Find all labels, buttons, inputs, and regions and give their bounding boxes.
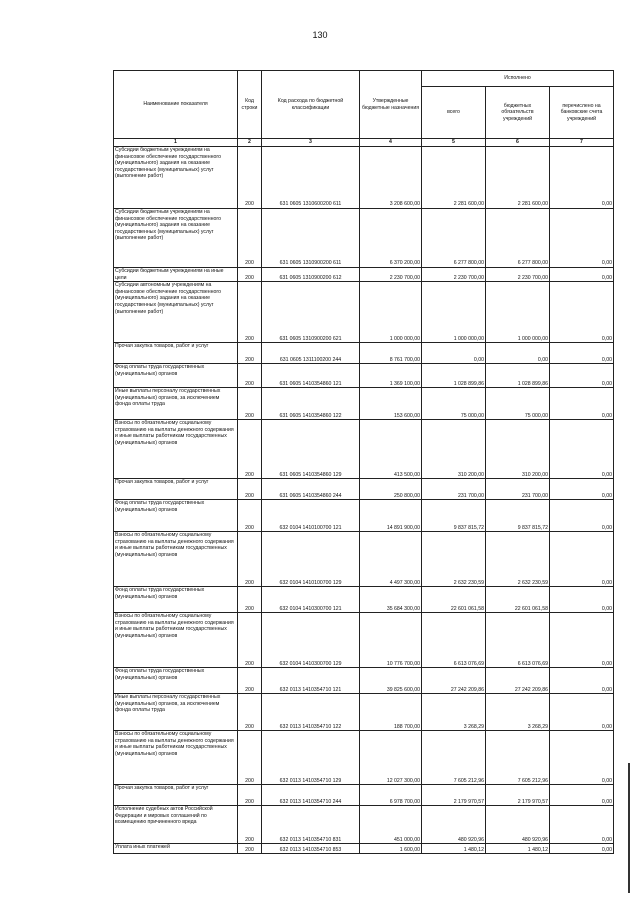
row-transfers: 0,00 [550,343,614,364]
row-code: 200 [238,587,262,613]
table-row [114,388,614,420]
row-name: Взносы по обязательному социальному страхованию на выплаты денежного содержания и иные выплаты работникам государственных (муниципальных) органов [114,731,238,785]
row-obligations: 22 601 061,58 [486,587,550,613]
row-name: Фонд оплаты труда государственных (муниципальных) органов [114,668,238,694]
row-class-code: 632 0104 1410300700 129 [262,613,360,668]
row-name: Субсидии бюджетным учреждениям на финансовое обеспечение государственного (муниципального) задания на оказание государственных (муниципальных) услуг (выполнение работ) [114,209,238,268]
row-name: Субсидии бюджетным учреждениям на иные цели [114,268,238,282]
col-number: 4 [360,139,422,147]
row-code: 200 [238,694,262,731]
row-transfers: 0,00 [550,532,614,587]
row-name: Исполнение судебных актов Российской Федерации и мировых соглашений по возмещению причиненного вреда [114,806,238,844]
row-transfers: 0,00 [550,479,614,500]
row-code: 200 [238,343,262,364]
row-approved: 451 000,00 [360,806,422,844]
row-obligations: 310 200,00 [486,420,550,479]
row-obligations: 9 837 815,72 [486,500,550,532]
row-transfers: 0,00 [550,668,614,694]
row-name: Прочая закупка товаров, работ и услуг [114,479,238,500]
row-approved: 12 027 300,00 [360,731,422,785]
row-name: Взносы по обязательному социальному страхованию на выплаты денежного содержания и иные выплаты работникам государственных (муниципальных) органов [114,613,238,668]
header-class-code: Код расхода по бюджетной классификации [262,71,360,139]
row-obligations: 6 613 076,69 [486,613,550,668]
table-row [114,785,614,806]
row-total: 2 281 600,00 [422,147,486,209]
row-code: 200 [238,479,262,500]
row-name: Прочая закупка товаров, работ и услуг [114,785,238,806]
row-name: Иные выплаты персоналу государственных (муниципальных) органов, за исключением фонда оплаты труда [114,388,238,420]
row-total: 2 179 970,57 [422,785,486,806]
row-code: 200 [238,388,262,420]
row-class-code: 631 0605 1410354860 244 [262,479,360,500]
row-total: 27 242 209,86 [422,668,486,694]
table-row [114,343,614,364]
row-class-code: 632 0104 1410100700 129 [262,532,360,587]
row-transfers: 0,00 [550,268,614,282]
row-approved: 3 208 600,00 [360,147,422,209]
header-total: всего [422,87,486,139]
row-approved: 2 230 700,00 [360,268,422,282]
row-code: 200 [238,532,262,587]
row-code: 200 [238,613,262,668]
row-transfers: 0,00 [550,844,614,854]
row-obligations: 2 230 700,00 [486,268,550,282]
row-obligations: 0,00 [486,343,550,364]
row-class-code: 631 0605 1410354860 121 [262,364,360,388]
row-class-code: 632 0104 1410100700 121 [262,500,360,532]
row-name: Субсидии бюджетным учреждениям на финансовое обеспечение государственного (муниципального) задания на оказание государственных (муниципальных) услуг (выполнение работ) [114,147,238,209]
row-code: 200 [238,844,262,854]
table-row [114,268,614,282]
table-row [114,731,614,785]
table-row [114,282,614,343]
table-row [114,587,614,613]
row-total: 6 277 800,00 [422,209,486,268]
header-approved: Утвержденные бюджетные назначения [360,71,422,139]
row-transfers: 0,00 [550,694,614,731]
row-class-code: 631 0605 1410354860 129 [262,420,360,479]
row-code: 200 [238,806,262,844]
row-class-code: 631 0605 1310900200 612 [262,268,360,282]
row-total: 1 028 899,86 [422,364,486,388]
row-name: Фонд оплаты труда государственных (муниципальных) органов [114,500,238,532]
row-total: 9 837 815,72 [422,500,486,532]
row-class-code: 631 0605 1310900200 611 [262,209,360,268]
row-class-code: 632 0113 1410354710 244 [262,785,360,806]
row-transfers: 0,00 [550,500,614,532]
row-code: 200 [238,420,262,479]
row-transfers: 0,00 [550,806,614,844]
col-number: 5 [422,139,486,147]
table-row [114,364,614,388]
row-name: Уплата иных платежей [114,844,238,854]
row-approved: 1 600,00 [360,844,422,854]
row-code: 200 [238,268,262,282]
row-approved: 1 369 100,00 [360,364,422,388]
table-row [114,806,614,844]
row-class-code: 632 0113 1410354710 121 [262,668,360,694]
row-class-code: 631 0605 1310900200 621 [262,282,360,343]
table-row [114,209,614,268]
row-class-code: 632 0113 1410354710 831 [262,806,360,844]
row-transfers: 0,00 [550,420,614,479]
table-row [114,668,614,694]
row-total: 0,00 [422,343,486,364]
table-row [114,694,614,731]
col-number: 7 [550,139,614,147]
col-number: 1 [114,139,238,147]
table-row [114,500,614,532]
row-approved: 4 497 300,00 [360,532,422,587]
row-total: 7 605 212,96 [422,731,486,785]
row-code: 200 [238,731,262,785]
header-obligations: бюджетных обязательств учреждений [486,87,550,139]
row-obligations: 6 277 800,00 [486,209,550,268]
row-approved: 35 684 300,00 [360,587,422,613]
row-class-code: 631 0605 1311100200 244 [262,343,360,364]
row-name: Прочая закупка товаров, работ и услуг [114,343,238,364]
row-approved: 6 370 200,00 [360,209,422,268]
table-row [114,532,614,587]
header-name: Наименование показателя [114,71,238,139]
row-name: Иные выплаты персоналу государственных (муниципальных) органов, за исключением фонда оплаты труда [114,694,238,731]
row-approved: 39 825 600,00 [360,668,422,694]
row-obligations: 27 242 209,86 [486,668,550,694]
row-approved: 153 600,00 [360,388,422,420]
row-transfers: 0,00 [550,209,614,268]
col-number: 6 [486,139,550,147]
row-obligations: 2 179 970,57 [486,785,550,806]
row-obligations: 2 632 230,59 [486,532,550,587]
scan-edge-mark [628,763,630,893]
header-transfers: перечислено на банковские счета учреждений [550,87,614,139]
row-approved: 14 891 900,00 [360,500,422,532]
row-total: 1 000 000,00 [422,282,486,343]
row-code: 200 [238,785,262,806]
row-total: 310 200,00 [422,420,486,479]
row-obligations: 2 281 600,00 [486,147,550,209]
row-approved: 413 500,00 [360,420,422,479]
table-row [114,479,614,500]
row-code: 200 [238,282,262,343]
row-code: 200 [238,364,262,388]
row-name: Фонд оплаты труда государственных (муниципальных) органов [114,364,238,388]
row-transfers: 0,00 [550,785,614,806]
row-total: 75 000,00 [422,388,486,420]
row-transfers: 0,00 [550,587,614,613]
budget-execution-table [113,70,614,854]
row-class-code: 631 0605 1410354860 122 [262,388,360,420]
row-approved: 10 776 700,00 [360,613,422,668]
row-name: Взносы по обязательному социальному страхованию на выплаты денежного содержания и иные выплаты работникам государственных (муниципальных) органов [114,532,238,587]
row-class-code: 631 0605 1310600200 611 [262,147,360,209]
table-row [114,420,614,479]
row-class-code: 632 0113 1410354710 853 [262,844,360,854]
row-obligations: 480 920,96 [486,806,550,844]
row-approved: 188 700,00 [360,694,422,731]
header-row-code: Код строки [238,71,262,139]
row-obligations: 231 700,00 [486,479,550,500]
table-row [114,613,614,668]
table-row [114,844,614,854]
table-row [114,147,614,209]
row-total: 2 632 230,59 [422,532,486,587]
row-obligations: 7 605 212,96 [486,731,550,785]
row-total: 6 613 076,69 [422,613,486,668]
row-total: 1 480,12 [422,844,486,854]
row-code: 200 [238,668,262,694]
row-class-code: 632 0113 1410354710 129 [262,731,360,785]
row-total: 22 601 061,58 [422,587,486,613]
row-obligations: 1 000 000,00 [486,282,550,343]
row-class-code: 632 0104 1410300700 121 [262,587,360,613]
row-obligations: 1 480,12 [486,844,550,854]
row-transfers: 0,00 [550,613,614,668]
row-approved: 6 978 700,00 [360,785,422,806]
row-transfers: 0,00 [550,388,614,420]
row-class-code: 632 0113 1410354710 122 [262,694,360,731]
row-name: Фонд оплаты труда государственных (муниципальных) органов [114,587,238,613]
row-code: 200 [238,147,262,209]
row-name: Субсидии автономным учреждениям на финансовое обеспечение государственного (муниципального) задания на оказание государственных (муниципальных) услуг (выполнение работ) [114,282,238,343]
row-approved: 1 000 000,00 [360,282,422,343]
row-code: 200 [238,209,262,268]
row-approved: 250 800,00 [360,479,422,500]
row-transfers: 0,00 [550,364,614,388]
row-name: Взносы по обязательному социальному страхованию на выплаты денежного содержания и иные выплаты работникам государственных (муниципальных) органов [114,420,238,479]
header-executed: Исполнено [422,71,614,87]
row-transfers: 0,00 [550,282,614,343]
row-transfers: 0,00 [550,147,614,209]
row-approved: 8 761 700,00 [360,343,422,364]
col-number: 3 [262,139,360,147]
row-total: 480 920,96 [422,806,486,844]
col-number: 2 [238,139,262,147]
row-total: 2 230 700,00 [422,268,486,282]
row-code: 200 [238,500,262,532]
row-obligations: 75 000,00 [486,388,550,420]
row-total: 3 268,29 [422,694,486,731]
row-total: 231 700,00 [422,479,486,500]
page-number: 130 [312,30,328,40]
row-obligations: 3 268,29 [486,694,550,731]
row-obligations: 1 028 899,86 [486,364,550,388]
row-transfers: 0,00 [550,731,614,785]
